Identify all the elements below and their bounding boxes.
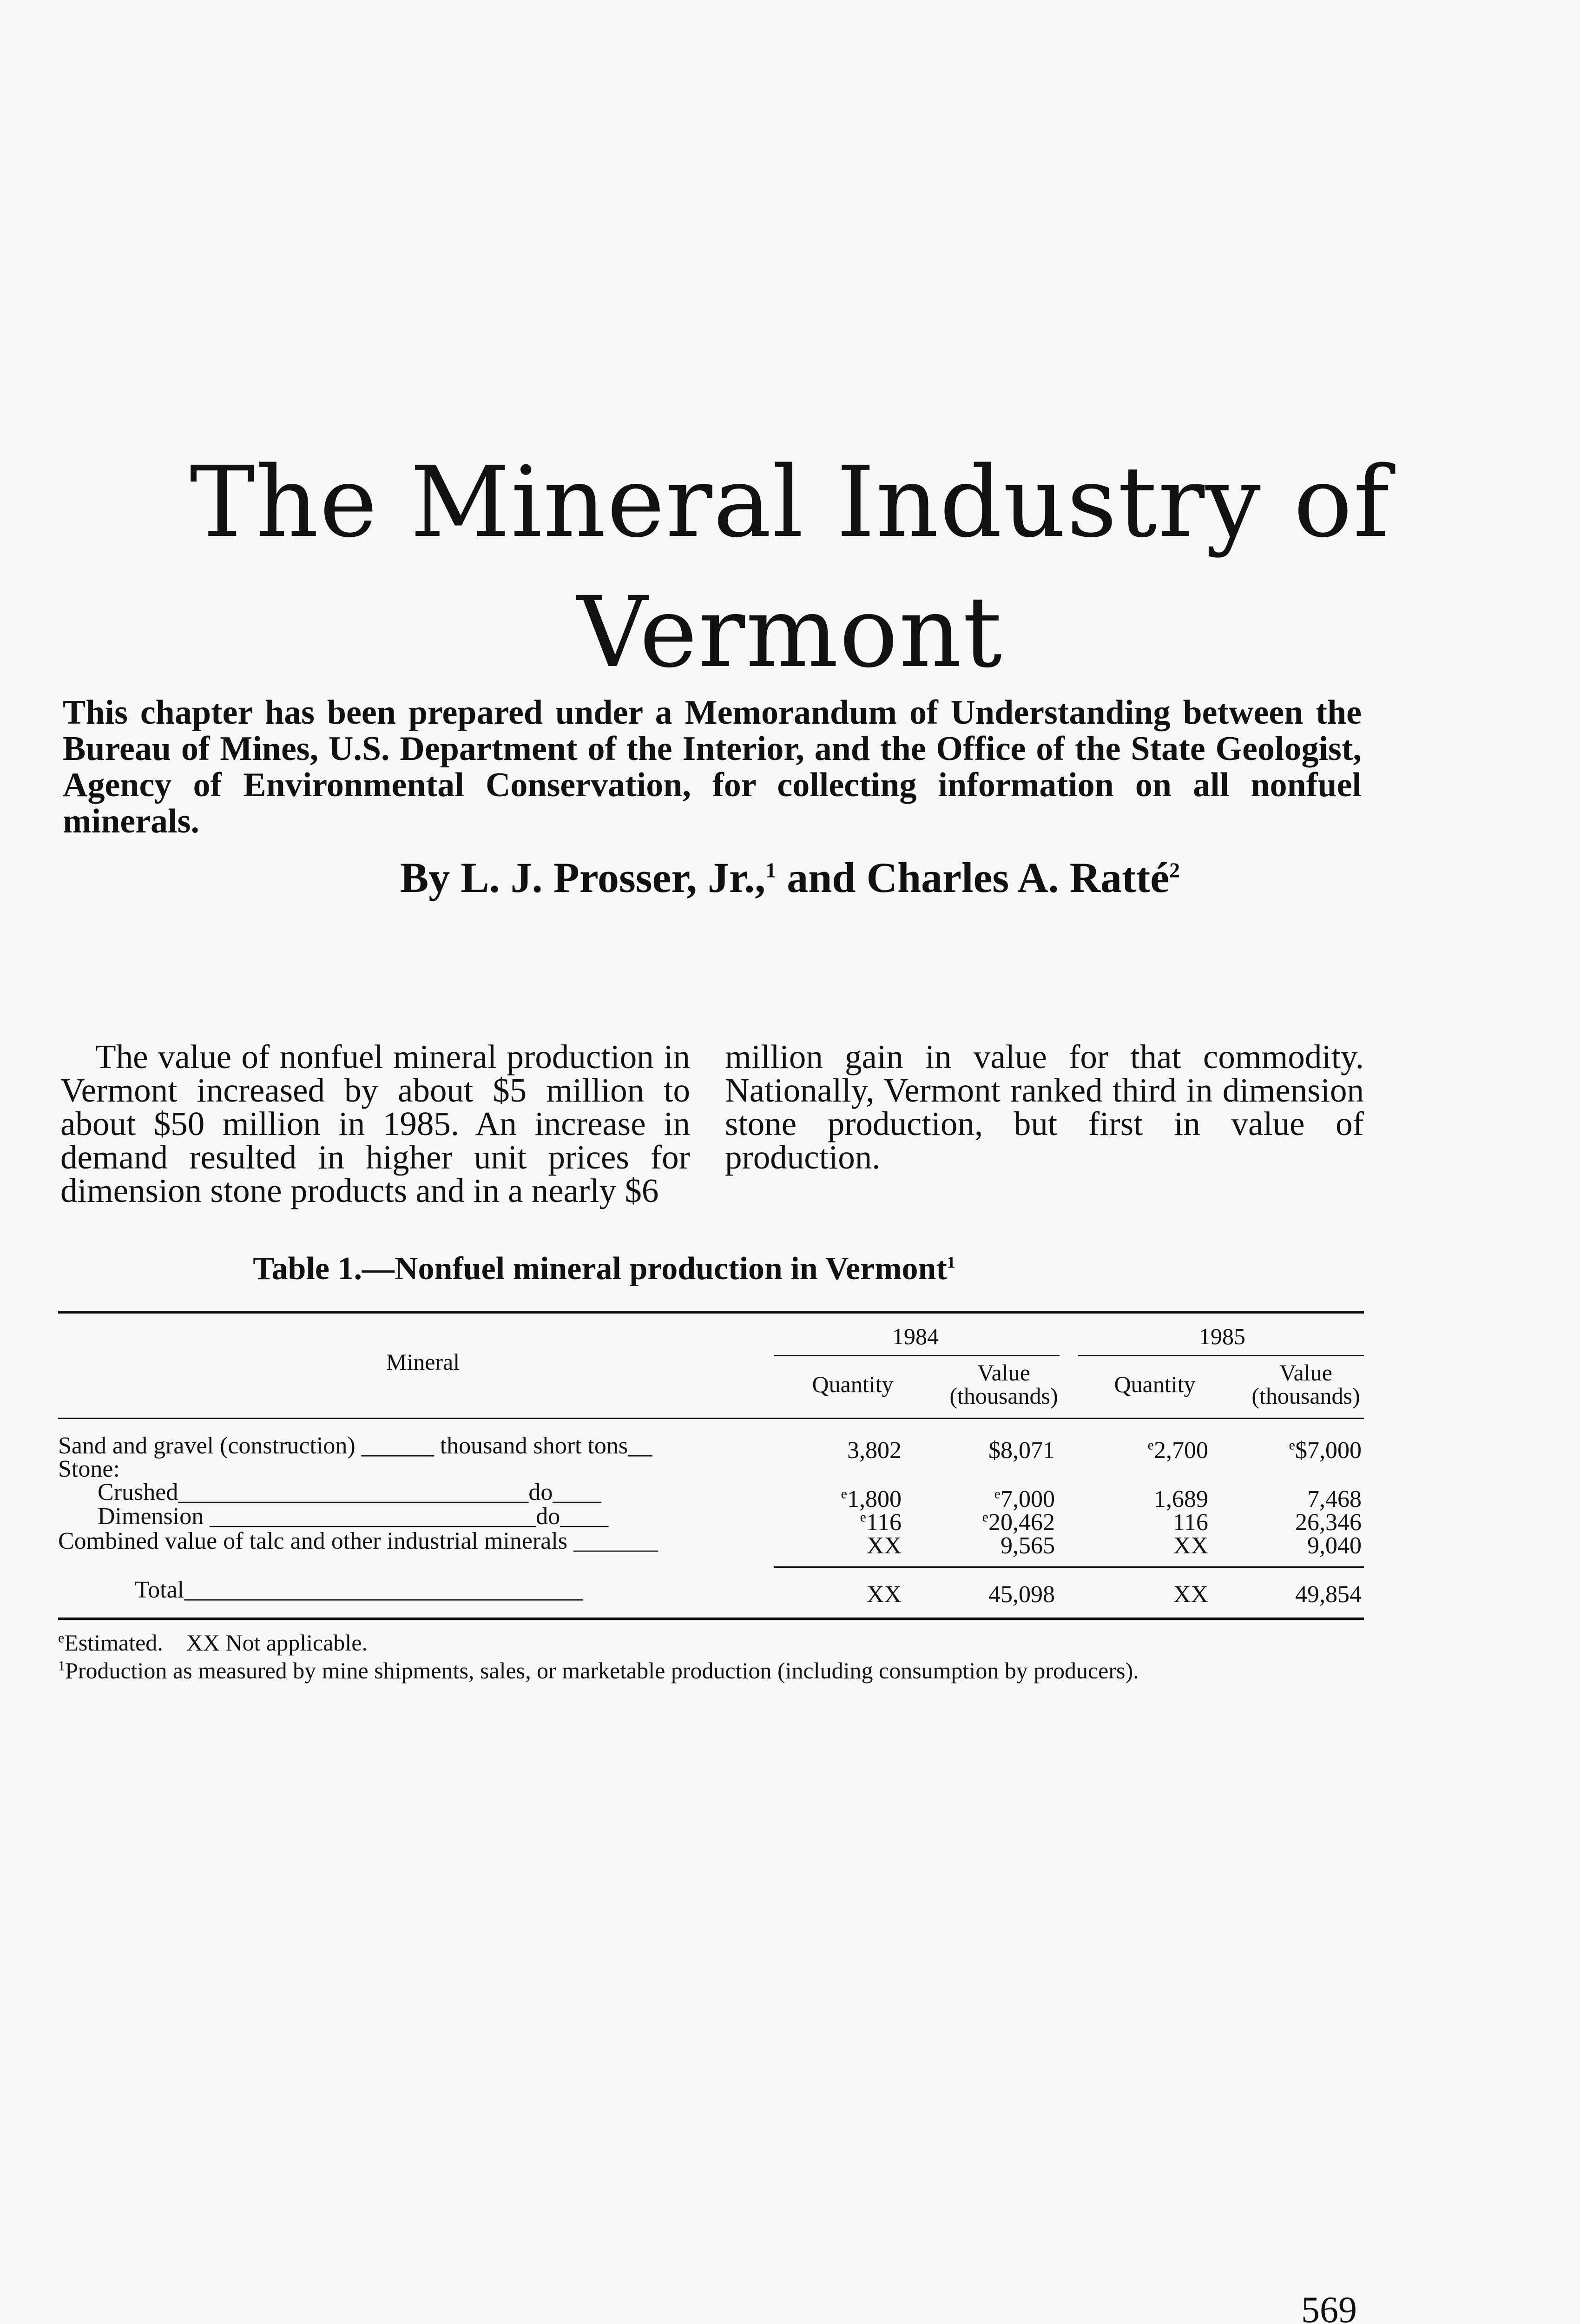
estimate-marker: e xyxy=(994,1486,1001,1502)
estimate-marker: e xyxy=(1289,1437,1295,1453)
cell-value: $7,000 xyxy=(1295,1437,1362,1464)
cell-value: $8,071 xyxy=(988,1437,1055,1464)
title-line-1: The Mineral Industry of xyxy=(190,445,1390,559)
cell-value: 1,689 xyxy=(1154,1486,1208,1512)
value-1985-line-2: (thousands) xyxy=(1251,1383,1360,1409)
row-label: Crushed_____________________________do____ xyxy=(98,1479,601,1505)
footnote-estimated xyxy=(58,1631,368,1655)
cell-v84 xyxy=(929,1511,1055,1535)
header-bottom-rule xyxy=(58,1418,1364,1419)
cell-value: 9,565 xyxy=(1001,1532,1055,1559)
cell-q85 xyxy=(1087,1534,1208,1558)
author-2-footnote-marker: 2 xyxy=(1169,858,1180,882)
cell-v85 xyxy=(1227,1487,1362,1512)
body-column-left: The value of nonfuel mineral production in Vermont increased by about $5 million to about $50 million in 1985. An increase in demand resulted in higher unit prices for dimension stone products and in a nearly $6 xyxy=(60,1038,690,1209)
title-line-2: Vermont xyxy=(577,575,1003,689)
memorandum-note: This chapter has been prepared under a Memorandum of Understanding between the Bureau of Mines, U.S. Department of the Interior, and the Office of the State Geologist, Agency of Environmental Conservation, for collecting information on all nonfuel minerals. xyxy=(63,693,1362,840)
cell-value: XX xyxy=(1173,1532,1208,1559)
cell-v85 xyxy=(1227,1534,1362,1558)
column-header-quantity-1985: Quantity xyxy=(1114,1371,1196,1397)
year-1984-rule xyxy=(774,1355,1060,1356)
page-title xyxy=(139,437,1441,698)
estimate-marker: e xyxy=(860,1509,866,1525)
column-header-mineral: Mineral xyxy=(386,1349,460,1375)
total-v84: 45,098 xyxy=(988,1581,1055,1608)
year-1985-rule xyxy=(1078,1355,1364,1356)
column-header-value-1984 xyxy=(925,1361,1083,1407)
cell-value: 26,346 xyxy=(1295,1509,1362,1536)
cell-v84 xyxy=(929,1439,1055,1463)
row-label: Dimension ___________________________do____ xyxy=(98,1503,609,1530)
table-title xyxy=(186,1250,1022,1287)
footnote-marker: e xyxy=(58,1630,65,1646)
cell-q85 xyxy=(1087,1487,1208,1512)
byline-prefix: By xyxy=(400,854,461,901)
column-header-1985: 1985 xyxy=(1199,1323,1245,1349)
row-label: Combined value of talc and other industrial minerals _______ xyxy=(58,1528,658,1554)
value-1985-line-1: Value xyxy=(1279,1360,1332,1386)
estimate-marker: e xyxy=(1147,1437,1154,1453)
cell-value: 116 xyxy=(866,1509,902,1536)
cell-value: 20,462 xyxy=(988,1509,1055,1536)
cell-value: 116 xyxy=(1172,1509,1208,1536)
value-1984-line-1: Value xyxy=(977,1360,1030,1386)
column-header-value-1985 xyxy=(1227,1361,1385,1407)
author-1: L. J. Prosser, Jr., xyxy=(461,854,766,901)
table-title-text: Table 1.—Nonfuel mineral production in Vermont xyxy=(253,1251,947,1287)
cell-value: 2,700 xyxy=(1154,1437,1208,1464)
cell-value: 9,040 xyxy=(1307,1532,1362,1559)
cell-q85 xyxy=(1087,1439,1208,1463)
author-2: Charles A. Ratté xyxy=(866,854,1170,901)
column-header-quantity-1984: Quantity xyxy=(812,1371,894,1397)
total-v85: 49,854 xyxy=(1295,1581,1362,1608)
table-bottom-rule xyxy=(58,1618,1364,1620)
cell-value: 7,468 xyxy=(1307,1486,1362,1512)
byline xyxy=(325,853,1255,902)
cell-q84 xyxy=(790,1439,902,1463)
column-header-1984: 1984 xyxy=(892,1323,939,1349)
cell-v84 xyxy=(929,1487,1055,1512)
table-title-footnote-marker: 1 xyxy=(947,1253,955,1272)
footnote-production xyxy=(58,1658,1139,1683)
cell-value: 3,802 xyxy=(847,1437,902,1464)
byline-connector: and xyxy=(776,854,867,901)
footnote-marker: 1 xyxy=(58,1658,65,1674)
page-number: 569 xyxy=(1301,2290,1357,2324)
cell-v85 xyxy=(1227,1439,1362,1463)
cell-q84 xyxy=(790,1534,902,1558)
cell-value: 1,800 xyxy=(847,1486,902,1512)
cell-value: 7,000 xyxy=(1001,1486,1055,1512)
cell-q85 xyxy=(1087,1511,1208,1535)
total-rule xyxy=(774,1566,1364,1568)
value-1984-line-2: (thousands) xyxy=(949,1383,1058,1409)
row-label: Stone: xyxy=(58,1456,120,1482)
total-label: Total_________________________________ xyxy=(135,1577,583,1603)
total-q84: XX xyxy=(866,1581,902,1608)
body-column-right: million gain in value for that commodity. Nationally, Vermont ranked third in dimension stone production, but first in value of production. xyxy=(725,1038,1364,1176)
author-1-footnote-marker: 1 xyxy=(765,858,777,882)
estimate-marker: e xyxy=(982,1509,988,1525)
cell-q84 xyxy=(790,1487,902,1512)
cell-v84 xyxy=(929,1534,1055,1558)
cell-value: XX xyxy=(866,1532,902,1559)
footnote-text: Production as measured by mine shipments, sales, or marketable production (including consumption by producers). xyxy=(65,1657,1139,1684)
footnote-text: Estimated. XX Not applicable. xyxy=(64,1630,368,1656)
estimate-marker: e xyxy=(841,1486,847,1502)
row-label: Sand and gravel (construction) ______ thousand short tons__ xyxy=(58,1433,652,1459)
cell-v85 xyxy=(1227,1511,1362,1535)
total-q85: XX xyxy=(1173,1581,1208,1608)
cell-q84 xyxy=(790,1511,902,1535)
table-top-rule xyxy=(58,1311,1364,1314)
